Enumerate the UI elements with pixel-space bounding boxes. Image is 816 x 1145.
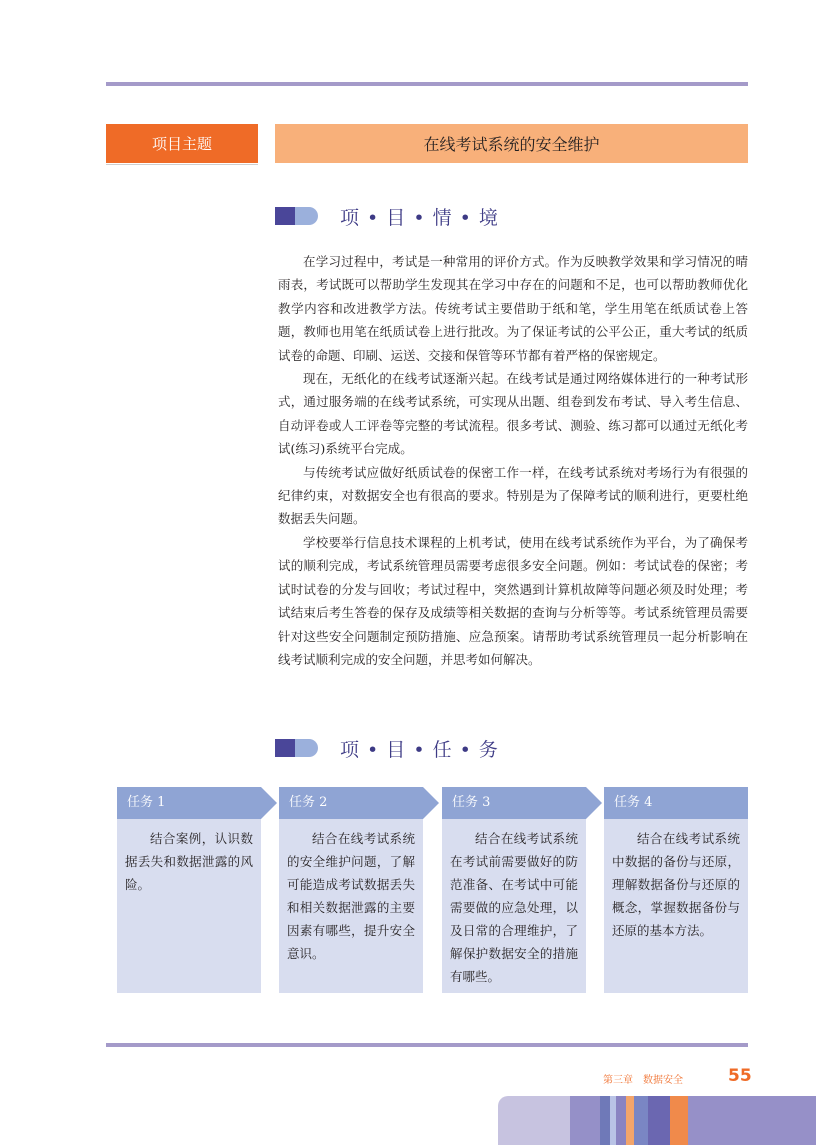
task-label: 任务 4 xyxy=(604,787,748,819)
context-paragraph: 在学习过程中，考试是一种常用的评价方式。作为反映教学效果和学习情况的晴雨表，考试既可以帮助学生发现其在学习中存在的问题和不足，也可以帮助教师优化教学内容和改进教学方法。传统考试主要借助于纸和笔，学生用笔在纸质试卷上答题，教师也用笔在纸质试卷上进行批改。为了保证考试的公平公正，重大考试的纸质试卷的命题、印刷、运送、交接和保管等环节都有着严格的保密规定。 xyxy=(278,254,748,363)
chapter-label: 第三章 数据安全 xyxy=(603,1075,683,1086)
task-description: 结合在线考试系统在考试前需要做好的防范准备、在考试中可能需要做的应急处理，以及日常的合理维护，了解保护数据安全的措施有哪些。 xyxy=(442,819,586,993)
bottom-divider xyxy=(106,1043,748,1047)
theme-underline xyxy=(106,164,258,165)
context-paragraph: 现在，无纸化的在线考试逐渐兴起。在线考试是通过网络媒体进行的一种考试形式，通过服务端的在线考试系统，可实现从出题、组卷到发布考试、导入考生信息、自动评卷或人工评卷等完整的考试流程。很多考试、测验、练习都可以通过无纸化考试(练习)系统平台完成。 xyxy=(278,371,748,457)
page-number: 55 xyxy=(728,1066,752,1086)
section-marker-icon xyxy=(275,739,318,757)
task-label: 任务 1 xyxy=(117,787,261,819)
task-card-2 xyxy=(279,787,423,993)
task-card-4 xyxy=(604,787,748,993)
task-label: 任务 2 xyxy=(279,787,423,819)
task-description: 结合在线考试系统中数据的备份与还原，理解数据备份与还原的概念，掌握数据备份与还原的基本方法。 xyxy=(604,819,748,993)
context-section-title: 项 • 目 • 情 • 境 xyxy=(340,206,499,229)
tasks-section-header xyxy=(275,733,499,763)
project-theme-title: 在线考试系统的安全维护 xyxy=(275,124,748,163)
top-divider xyxy=(106,82,748,86)
context-section-header xyxy=(275,201,499,231)
task-card-3 xyxy=(442,787,586,993)
task-description: 结合在线考试系统的安全维护问题，了解可能造成考试数据丢失和相关数据泄露的主要因素有哪些，提升安全意识。 xyxy=(279,819,423,993)
project-theme-label: 项目主题 xyxy=(106,124,258,163)
context-paragraph: 学校要举行信息技术课程的上机考试，使用在线考试系统作为平台，为了确保考试的顺利完成，考试系统管理员需要考虑很多安全问题。例如：考试试卷的保密；考试时试卷的分发与回收；考试过程中，突然遇到计算机故障等问题必须及时处理；考试结束后考生答卷的保存及成绩等相关数据的查询与分析等等。考试系统管理员需要针对这些安全问题制定预防措施、应急预案。请帮助考试系统管理员一起分析影响在线考试顺利完成的安全问题，并思考如何解决。 xyxy=(278,534,748,667)
context-text xyxy=(278,250,748,671)
task-label: 任务 3 xyxy=(442,787,586,819)
tasks-section-title: 项 • 目 • 任 • 务 xyxy=(340,738,499,761)
section-marker-icon xyxy=(275,207,318,225)
task-description: 结合案例，认识数据丢失和数据泄露的风险。 xyxy=(117,819,261,993)
task-card-1 xyxy=(117,787,261,993)
context-paragraph: 与传统考试应做好纸质试卷的保密工作一样，在线考试系统对考场行为有很强的纪律约束，对数据安全也有很高的要求。特别是为了保障考试的顺利进行，更要杜绝数据丢失问题。 xyxy=(278,464,748,527)
